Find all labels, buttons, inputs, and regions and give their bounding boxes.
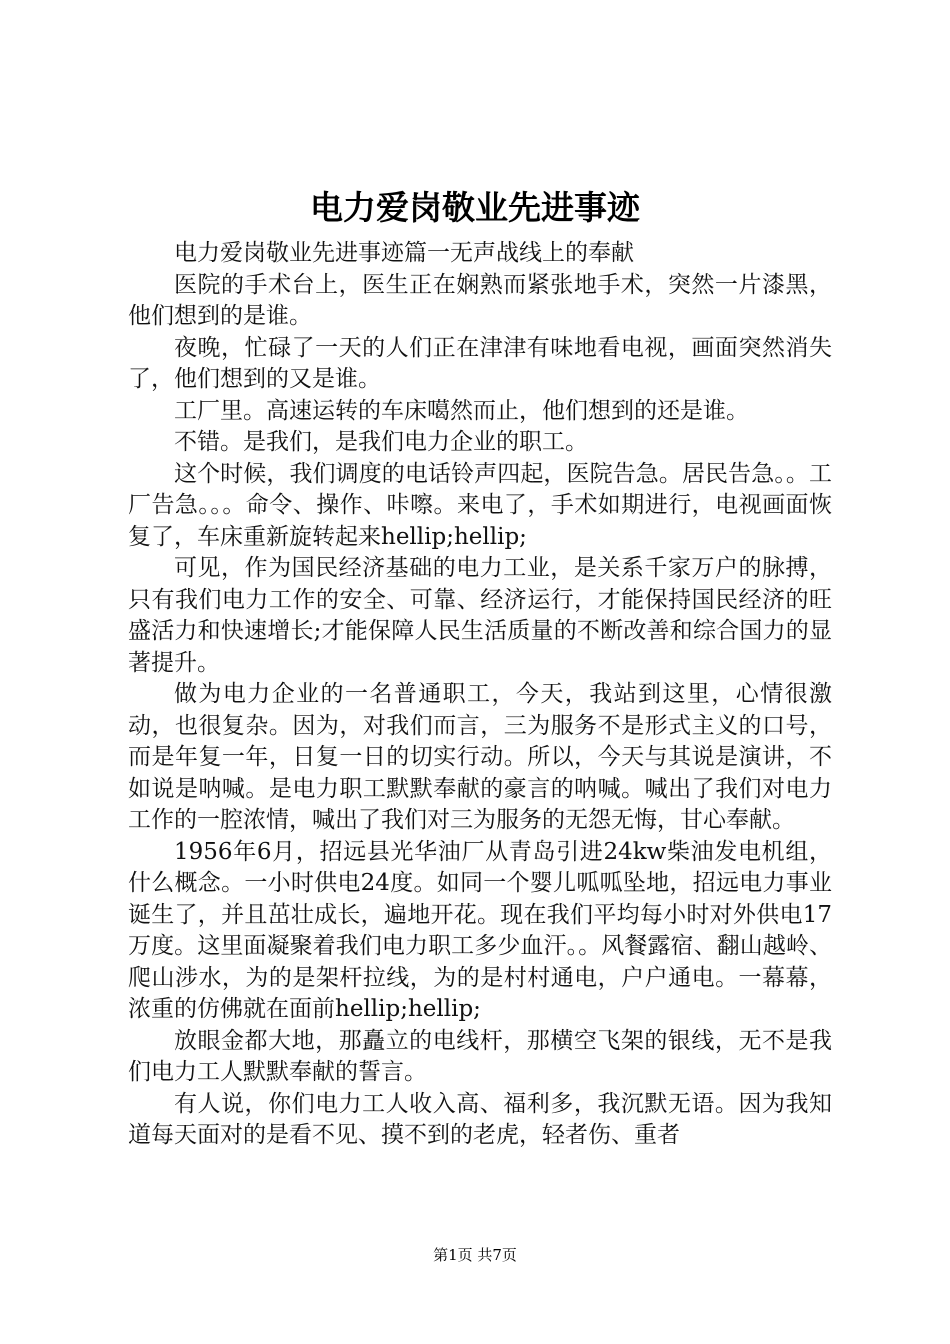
paragraph: 夜晚，忙碌了一天的人们正在津津有味地看电视，画面突然消失了，他们想到的又是谁。 bbox=[128, 334, 832, 392]
paragraph: 1956年6月，招远县光华油厂从青岛引进24kw柴油发电机组，什么概念。一小时供电24度。如同一个婴儿呱呱坠地，招远电力事业诞生了，并且茁壮成长，遍地开花。现在我们平均每小时对外供电17万度。这里面凝聚着我们电力职工多少血汗。。风餐露宿、翻山越岭、爬山涉水，为的是架杆拉线，为的是村村通电，户户通电。一幕幕，浓重的仿佛就在面前hellip;hellip; bbox=[128, 838, 832, 1022]
paragraph: 有人说，你们电力工人收入高、福利多，我沉默无语。因为我知道每天面对的是看不见、摸不到的老虎，轻者伤、重者 bbox=[128, 1090, 832, 1148]
paragraph: 做为电力企业的一名普通职工，今天，我站到这里，心情很激动，也很复杂。因为，对我们而言，三为服务不是形式主义的口号，而是年复一年，日复一日的切实行动。所以，今天与其说是演讲，不如说是呐喊。是电力职工默默奉献的豪言的呐喊。喊出了我们对电力工作的一腔浓情，喊出了我们对三为服务的无怨无悔，甘心奉献。 bbox=[128, 681, 832, 833]
paragraph-subtitle: 电力爱岗敬业先进事迹篇一无声战线上的奉献 bbox=[174, 240, 634, 266]
page-number-footer: 第1页 共7页 bbox=[433, 1246, 517, 1264]
paragraph: 工厂里。高速运转的车床噶然而止，他们想到的还是谁。 bbox=[174, 397, 749, 424]
paragraph: 医院的手术台上，医生正在娴熟而紧张地手术，突然一片漆黑，他们想到的是谁。 bbox=[128, 271, 832, 329]
paragraph: 可见，作为国民经济基础的电力工业，是关系千家万户的脉搏，只有我们电力工作的安全、可靠、经济运行，才能保持国民经济的旺盛活力和快速增长;才能保障人民生活质量的不断改善和综合国力的显著提升。 bbox=[128, 555, 832, 676]
document-body bbox=[128, 238, 832, 1152]
paragraph: 放眼金都大地，那矗立的电线杆，那横空飞架的银线，无不是我们电力工人默默奉献的誓言。 bbox=[128, 1027, 832, 1085]
paragraph: 这个时候，我们调度的电话铃声四起，医院告急。居民告急。。工厂告急。。。命令、操作、咔嚓。来电了，手术如期进行，电视画面恢复了，车床重新旋转起来hellip;hellip; bbox=[128, 460, 832, 550]
document-title: 电力爱岗敬业先进事迹 bbox=[310, 188, 640, 227]
paragraph: 不错。是我们，是我们电力企业的职工。 bbox=[174, 429, 588, 455]
